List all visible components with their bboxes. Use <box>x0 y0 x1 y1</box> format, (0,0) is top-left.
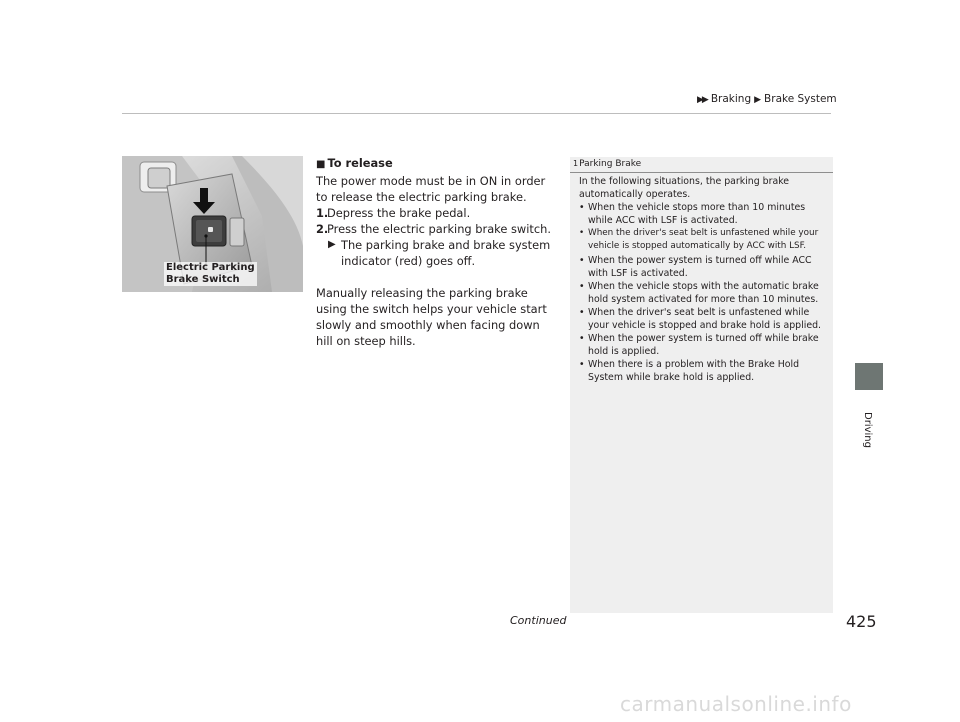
step-text: Depress the brake pedal. <box>327 206 471 220</box>
note-bullet-text: When the power system is turned off while brake hold is applied. <box>588 333 819 358</box>
continued-label: Continued <box>510 614 567 627</box>
callout-line-1: Electric Parking <box>166 262 255 273</box>
note-bullet-text: When the driver's seat belt is unfastened while your vehicle is stopped automatically by ACC with LSF. <box>588 228 819 252</box>
bullet-icon: • <box>579 254 585 266</box>
bullet-icon: • <box>579 359 585 371</box>
square-bullet-icon: ■ <box>316 159 326 170</box>
section-heading-text: To release <box>327 156 393 170</box>
note-bullet-text: When the vehicle stops more than 10 minutes while ACC with LSF is activated. <box>588 202 806 227</box>
note-bullet-text: When there is a problem with the Brake Hold System while brake hold is applied. <box>588 359 800 384</box>
breadcrumb <box>697 93 837 105</box>
bullet-icon: • <box>579 280 585 292</box>
main-content <box>316 155 556 349</box>
breadcrumb-item-brake-system[interactable]: Brake System <box>764 93 837 105</box>
note-bullet-text: When the vehicle stops with the automatic brake hold system activated for more than 10 minutes. <box>588 280 819 305</box>
result-arrow-icon: ▶ <box>328 239 336 250</box>
figure-callout <box>164 262 257 286</box>
note-bullet <box>579 358 829 384</box>
intro-text: The power mode must be in ON in order to release the electric parking brake. <box>316 174 546 204</box>
step-item <box>316 205 556 221</box>
callout-line-2: Brake Switch <box>164 274 257 286</box>
note-bullet-text: When the driver's seat belt is unfastened while your vehicle is stopped and brake hold is applied. <box>588 306 822 332</box>
step-result-text: The parking brake and brake system indicator (red) goes off. <box>341 238 551 268</box>
section-tab-label: Driving <box>862 412 873 448</box>
body-paragraph: Manually releasing the parking brake using the switch helps your vehicle start slowly and smoothly when facing down hill on steep hills. <box>316 286 547 348</box>
note-bullet <box>579 227 829 253</box>
section-heading <box>316 155 556 173</box>
note-body <box>579 175 829 385</box>
step-result <box>316 237 556 269</box>
note-bullet <box>579 254 829 280</box>
breadcrumb-item-braking[interactable]: Braking <box>710 93 752 105</box>
bullet-icon: • <box>579 333 585 345</box>
header-divider <box>122 113 831 114</box>
parking-brake-switch-photo <box>122 156 303 292</box>
watermark: carmanualsonline.info <box>620 692 852 716</box>
note-title <box>573 159 641 169</box>
note-bullet <box>579 280 829 306</box>
page-number: 425 <box>846 612 877 631</box>
note-divider <box>570 172 833 173</box>
arrow-icon: ▶ <box>754 95 762 105</box>
step-item <box>316 221 556 237</box>
step-number: 2. <box>316 222 329 236</box>
section-tab-marker <box>855 363 883 390</box>
bullet-icon: • <box>579 228 585 239</box>
reference-icon: 1 <box>573 159 579 168</box>
note-title-text: Parking Brake <box>579 159 642 169</box>
step-text: Press the electric parking brake switch. <box>327 222 551 236</box>
note-box <box>570 157 833 613</box>
step-number: 1. <box>316 206 329 220</box>
bullet-icon: • <box>579 202 585 214</box>
note-bullet <box>579 332 829 358</box>
double-arrow-icon: ▶▶ <box>697 95 707 105</box>
note-bullet <box>579 306 829 332</box>
bullet-icon: • <box>579 306 585 318</box>
note-intro: In the following situations, the parking brake automatically operates. <box>579 176 790 201</box>
note-bullet <box>579 201 829 227</box>
note-bullet-text: When the power system is turned off while ACC with LSF is activated. <box>588 254 812 279</box>
